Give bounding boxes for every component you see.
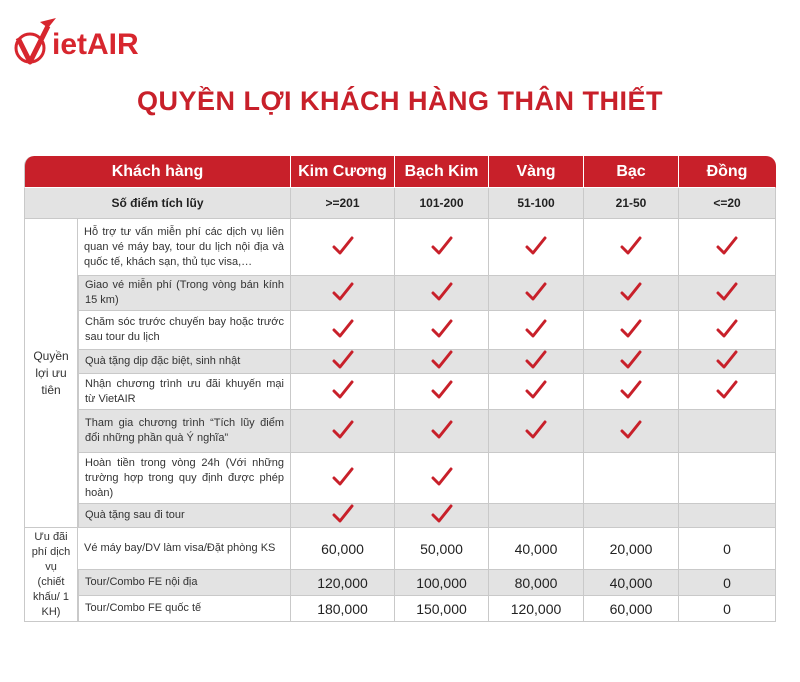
fee-text: Vé máy bay/DV làm visa/Đặt phòng KS <box>78 528 291 570</box>
fee-value: 80,000 <box>489 570 584 596</box>
checkmark-icon <box>620 236 642 256</box>
check-cell <box>291 374 395 410</box>
check-cell <box>395 219 489 276</box>
benefit-text: Nhận chương trình ưu đãi khuyến mại từ VietAIR <box>78 374 291 410</box>
check-cell <box>291 219 395 276</box>
points-value: 21-50 <box>584 188 679 219</box>
check-cell <box>291 276 395 311</box>
checkmark-icon <box>431 236 453 256</box>
check-cell <box>679 350 776 374</box>
checkmark-icon <box>332 467 354 487</box>
check-cell <box>679 276 776 311</box>
benefit-row <box>24 219 776 276</box>
header-tier-bach-kim: Bạch Kim <box>395 156 489 188</box>
checkmark-icon <box>525 282 547 302</box>
check-cell <box>584 374 679 410</box>
points-value: >=201 <box>291 188 395 219</box>
checkmark-icon <box>620 282 642 302</box>
empty-cell <box>489 504 584 528</box>
points-value: <=20 <box>679 188 776 219</box>
header-row <box>24 156 776 188</box>
benefit-row <box>24 350 776 374</box>
page-title: QUYỀN LỢI KHÁCH HÀNG THÂN THIẾT <box>136 86 664 116</box>
checkmark-icon <box>431 282 453 302</box>
checkmark-icon <box>332 350 354 370</box>
check-cell <box>679 219 776 276</box>
check-cell <box>291 350 395 374</box>
check-cell <box>489 219 584 276</box>
fee-row <box>24 596 776 622</box>
header-tier-kim-cuong: Kim Cương <box>291 156 395 188</box>
check-cell <box>489 276 584 311</box>
checkmark-icon <box>332 420 354 440</box>
empty-cell <box>584 504 679 528</box>
check-cell <box>291 311 395 350</box>
check-cell <box>395 350 489 374</box>
checkmark-icon <box>332 236 354 256</box>
empty-cell <box>679 504 776 528</box>
fee-value: 60,000 <box>291 528 395 570</box>
points-label: Số điểm tích lũy <box>24 188 291 219</box>
checkmark-icon <box>620 350 642 370</box>
fee-value: 20,000 <box>584 528 679 570</box>
fee-value: 50,000 <box>395 528 489 570</box>
check-cell <box>679 311 776 350</box>
check-cell <box>291 504 395 528</box>
benefit-row <box>24 504 776 528</box>
empty-cell <box>679 453 776 504</box>
benefit-text: Giao vé miễn phí (Trong vòng bán kính 15 km) <box>78 276 291 311</box>
checkmark-icon <box>525 420 547 440</box>
checkmark-icon <box>332 380 354 400</box>
fee-value: 120,000 <box>489 596 584 622</box>
benefit-row <box>24 311 776 350</box>
check-cell <box>489 374 584 410</box>
check-cell <box>395 311 489 350</box>
fee-text: Tour/Combo FE quốc tế <box>78 596 291 622</box>
checkmark-icon <box>716 236 738 256</box>
checkmark-icon <box>525 319 547 339</box>
empty-cell <box>584 453 679 504</box>
checkmark-icon <box>620 319 642 339</box>
points-value: 101-200 <box>395 188 489 219</box>
fee-value: 180,000 <box>291 596 395 622</box>
logo-plane-icon <box>14 18 56 66</box>
check-cell <box>584 219 679 276</box>
check-cell <box>291 453 395 504</box>
benefit-text: Tham gia chương trình “Tích lũy điểm đổi những phần quà Ý nghĩa” <box>78 410 291 453</box>
fee-value: 40,000 <box>489 528 584 570</box>
fee-row <box>24 570 776 596</box>
check-cell <box>679 374 776 410</box>
check-cell <box>584 410 679 453</box>
benefit-row <box>24 276 776 311</box>
vietair-logo <box>14 14 139 70</box>
check-cell <box>395 410 489 453</box>
benefit-text: Chăm sóc trước chuyến bay hoặc trước sau tour du lịch <box>78 311 291 350</box>
points-row <box>24 188 776 219</box>
fee-text: Tour/Combo FE nội địa <box>78 570 291 596</box>
check-cell <box>489 311 584 350</box>
check-cell <box>584 350 679 374</box>
checkmark-icon <box>332 282 354 302</box>
group-label-fee-discount: Ưu đãi phí dịch vụ (chiết khấu/ 1 KH) <box>24 528 78 622</box>
check-cell <box>395 504 489 528</box>
fee-value: 100,000 <box>395 570 489 596</box>
empty-cell <box>489 453 584 504</box>
checkmark-icon <box>620 380 642 400</box>
benefit-text: Hỗ trợ tư vấn miễn phí các dịch vụ liên quan vé máy bay, tour du lịch nội địa và quốc tế, khách sạn, thủ tục visa,… <box>78 219 291 276</box>
fee-value: 120,000 <box>291 570 395 596</box>
checkmark-icon <box>620 420 642 440</box>
fee-value: 0 <box>679 596 776 622</box>
checkmark-icon <box>716 319 738 339</box>
checkmark-icon <box>431 380 453 400</box>
checkmark-icon <box>431 350 453 370</box>
checkmark-icon <box>332 319 354 339</box>
checkmark-icon <box>431 420 453 440</box>
fee-value: 0 <box>679 528 776 570</box>
header-tier-dong: Đồng <box>679 156 776 188</box>
fee-value: 40,000 <box>584 570 679 596</box>
loyalty-benefits-table <box>24 156 776 622</box>
checkmark-icon <box>431 504 453 524</box>
benefit-row <box>24 410 776 453</box>
check-cell <box>489 350 584 374</box>
header-customer: Khách hàng <box>24 156 291 188</box>
checkmark-icon <box>716 350 738 370</box>
checkmark-icon <box>525 380 547 400</box>
check-cell <box>395 276 489 311</box>
check-cell <box>395 453 489 504</box>
fee-value: 60,000 <box>584 596 679 622</box>
checkmark-icon <box>525 350 547 370</box>
fee-row <box>24 528 776 570</box>
header-tier-bac: Bạc <box>584 156 679 188</box>
checkmark-icon <box>525 236 547 256</box>
checkmark-icon <box>716 380 738 400</box>
check-cell <box>584 311 679 350</box>
benefit-text: Quà tặng dịp đặc biệt, sinh nhật <box>78 350 291 374</box>
check-cell <box>395 374 489 410</box>
fee-value: 150,000 <box>395 596 489 622</box>
checkmark-icon <box>716 282 738 302</box>
empty-cell <box>679 410 776 453</box>
check-cell <box>291 410 395 453</box>
check-cell <box>489 410 584 453</box>
benefit-text: Hoàn tiền trong vòng 24h (Với những trường hợp trong quy định được phép hoàn) <box>78 453 291 504</box>
group-label-priority: Quyền lợi ưu tiên <box>24 219 78 528</box>
logo-text: ietAIR <box>52 28 139 61</box>
checkmark-icon <box>431 319 453 339</box>
benefit-row <box>24 374 776 410</box>
checkmark-icon <box>332 504 354 524</box>
header-tier-vang: Vàng <box>489 156 584 188</box>
check-cell <box>584 276 679 311</box>
points-value: 51-100 <box>489 188 584 219</box>
checkmark-icon <box>431 467 453 487</box>
benefit-row <box>24 453 776 504</box>
fee-value: 0 <box>679 570 776 596</box>
benefit-text: Quà tặng sau đi tour <box>78 504 291 528</box>
